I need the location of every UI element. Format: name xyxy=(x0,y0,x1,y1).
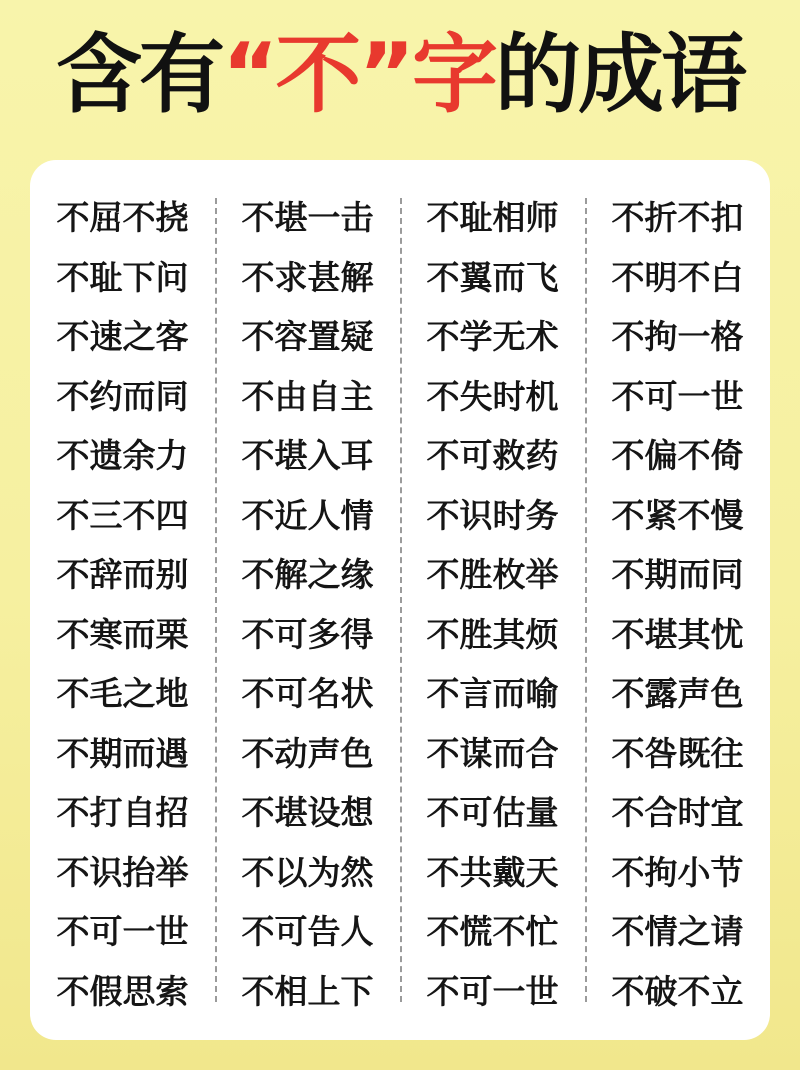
idiom-item: 不咎既往 xyxy=(611,733,744,773)
idiom-item: 不以为然 xyxy=(241,852,374,892)
idiom-column-1 xyxy=(30,160,215,1040)
column-divider xyxy=(400,198,402,1002)
column-divider xyxy=(585,198,587,1002)
idiom-item: 不堪其忧 xyxy=(611,614,744,654)
idiom-item: 不约而同 xyxy=(56,376,189,416)
idiom-item: 不容置疑 xyxy=(241,317,374,357)
idiom-item: 不共戴天 xyxy=(426,852,559,892)
idiom-item: 不拘小节 xyxy=(611,852,744,892)
idiom-item: 不由自主 xyxy=(241,376,374,416)
idiom-item: 不速之客 xyxy=(56,317,189,357)
idiom-item: 不打自招 xyxy=(56,793,189,833)
idiom-item: 不屈不挠 xyxy=(56,198,189,237)
idiom-item: 不期而同 xyxy=(611,555,744,595)
idiom-item: 不可估量 xyxy=(426,793,559,833)
title-prefix: 含有 xyxy=(55,25,222,125)
idiom-item: 不言而喻 xyxy=(426,674,559,714)
idiom-item: 不三不四 xyxy=(56,495,189,535)
idiom-item: 不学无术 xyxy=(426,317,559,357)
idiom-item: 不近人情 xyxy=(241,495,374,535)
idiom-item: 不偏不倚 xyxy=(611,436,744,476)
idiom-item: 不堪入耳 xyxy=(241,436,374,476)
idiom-item: 不胜其烦 xyxy=(426,614,559,654)
idiom-item: 不遗余力 xyxy=(56,436,189,476)
title-suffix: 的成语 xyxy=(495,25,745,125)
page-title xyxy=(0,22,800,130)
idiom-item: 不堪一击 xyxy=(241,198,374,237)
idiom-item: 不情之请 xyxy=(611,912,744,952)
idiom-panel xyxy=(30,160,770,1040)
idiom-column-4 xyxy=(585,160,770,1040)
idiom-item: 不可一世 xyxy=(426,971,559,1011)
idiom-item: 不翼而飞 xyxy=(426,257,559,297)
idiom-column-2 xyxy=(215,160,400,1040)
idiom-item: 不慌不忙 xyxy=(426,912,559,952)
idiom-item: 不紧不慢 xyxy=(611,495,744,535)
idiom-item: 不谋而合 xyxy=(426,733,559,773)
idiom-item: 不辞而别 xyxy=(56,555,189,595)
idiom-item: 不相上下 xyxy=(241,971,374,1011)
idiom-item: 不假思索 xyxy=(56,971,189,1011)
idiom-item: 不堪设想 xyxy=(241,793,374,833)
idiom-item: 不可一世 xyxy=(56,912,189,952)
idiom-item: 不拘一格 xyxy=(611,317,744,357)
idiom-item: 不可救药 xyxy=(426,436,559,476)
idiom-item: 不寒而栗 xyxy=(56,614,189,654)
idiom-item: 不可告人 xyxy=(241,912,374,952)
idiom-item: 不期而遇 xyxy=(56,733,189,773)
idiom-item: 不可名状 xyxy=(241,674,374,714)
idiom-item: 不可一世 xyxy=(611,376,744,416)
idiom-item: 不折不扣 xyxy=(611,198,744,237)
idiom-item: 不毛之地 xyxy=(56,674,189,714)
column-divider xyxy=(215,198,217,1002)
idiom-item: 不明不白 xyxy=(611,257,744,297)
idiom-item: 不求甚解 xyxy=(241,257,374,297)
idiom-item: 不破不立 xyxy=(611,971,744,1011)
idiom-item: 不动声色 xyxy=(241,733,374,773)
idiom-item: 不耻相师 xyxy=(426,198,559,237)
title-highlight: “不”字 xyxy=(221,25,496,125)
idiom-item: 不失时机 xyxy=(426,376,559,416)
idiom-column-3 xyxy=(400,160,585,1040)
idiom-item: 不露声色 xyxy=(611,674,744,714)
idiom-item: 不可多得 xyxy=(241,614,374,654)
idiom-item: 不耻下问 xyxy=(56,257,189,297)
idiom-item: 不胜枚举 xyxy=(426,555,559,595)
idiom-item: 不识时务 xyxy=(426,495,559,535)
idiom-item: 不合时宜 xyxy=(611,793,744,833)
idiom-item: 不解之缘 xyxy=(241,555,374,595)
idiom-item: 不识抬举 xyxy=(56,852,189,892)
